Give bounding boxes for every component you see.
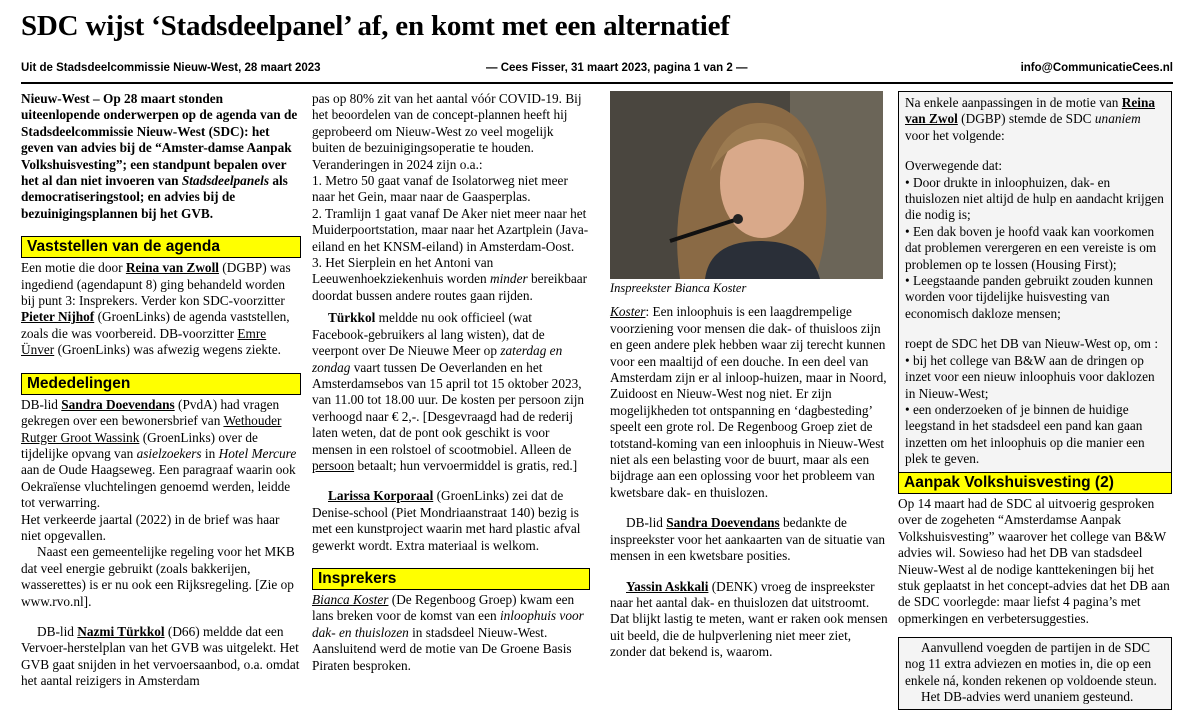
doevendans-paragraph: DB-lid Sandra Doevendans bedankte de inspreekster voor het aankaarten van de situatie van mensen in een kwetsbare posities. — [610, 515, 886, 564]
gvb-paragraph: pas op 80% zit van het aantal vóór COVID-19. Bij het beoordelen van de concept-plannen heeft hij geprobeerd om Nieuw-West zo veel mogelijk buiten de bezuinigingsoperatie te houden. Veranderingen in 2024 zijn o.a.: — [312, 91, 582, 172]
insprekers-paragraph: Bianca Koster (De Regenboog Groep) kwam een lans breken voor de komst van een inloophuis voor dak- en thuislozen in stadsdeel Nieuw-West. Aansluitend werd de motie van De Groene Basis Piraten besproken. — [312, 591, 584, 673]
advice-box — [898, 637, 1172, 710]
section-heading-volkshuisvesting: Aanpak Volkshuisvesting (2) — [898, 472, 1172, 494]
kunstproject-paragraph: Larissa Korporaal (GroenLinks) zei dat de Denise-school (Piet Mondriaanstraat 140) bezig is met een kunstproject waarin met hard plastic afval gewerkt wordt. Extra materiaal is welkom. — [312, 488, 581, 553]
mededeling-1: DB-lid Sandra Doevendans (PvdA) had vragen gekregen over een bewonersbrief van Wethouder Rutger Groot Wassink (GroenLinks) over de tijdelijke opvang van asielzoekers in Hotel Mercure aan de Oude Haagseweg. Een paragraaf waarin ook Oekraïense vluchtelingen genoemd werden, leidde tot verwarring. — [21, 396, 297, 511]
motion-box — [898, 91, 1172, 473]
section-heading-mededelingen: Mededelingen — [21, 373, 301, 395]
motion-calls: roept de SDC het DB van Nieuw-West op, om : — [905, 336, 1159, 352]
column-1 — [21, 91, 301, 690]
photo-caption: Inspreekster Bianca Koster — [610, 281, 747, 295]
motion-bullet-1: • Door drukte in inloophuizen, dak- en thuislozen niet altijd de hulp en aandacht krijgen die nodig is; — [905, 174, 1164, 223]
agenda-paragraph: Een motie die door Reina van Zwoll (DGBP) was ingediend (agendapunt 8) ging behandeld worden bij punt 3: Insprekers. Verder kon SDC-voorzitter Pieter Nijhof (GroenLinks) de agenda vaststellen, zoals die was voorbereid. DB-voorzitter Emre Ünver (GroenLinks) was afwezig wegens ziekte. — [21, 260, 291, 358]
gvb-item-1: 1. Metro 50 gaat vanaf de Isolatorweg niet meer naar het Gein, maar naar de Gaasperplas. — [312, 173, 568, 205]
article-title: SDC wijst ‘Stadsdeelpanel’ af, en komt met een alternatief — [21, 10, 730, 42]
motion-bullet-2: • Een dak boven je hoofd vaak kan voorkomen dat problemen verergeren en een vereiste is om problemen op te lossen (Housing First); — [905, 223, 1157, 272]
motion-intro: Na enkele aanpassingen in de motie van Reina van Zwol (DGBP) stemde de SDC unaniem voor het volgende: — [905, 95, 1155, 143]
header-rule — [21, 82, 1173, 84]
askkali-paragraph: Yassin Askkali (DENK) vroeg de inspreekster naar het aantal dak- en thuislozen dat uitstroomt. Dat blijkt lastig te meten, want er raken ook mensen uit beeld, die de hulpverlening niet meer ziet, zonder dat bekend is, waarom. — [610, 578, 888, 660]
volkshuisvesting-paragraph: Op 14 maart had de SDC al uitvoerig gesproken over de zogeheten “Amsterdamse Aanpak Volkshuisvesting” waarover het college van B&W advies wil. Sowieso had het DB van stadsdeel Nieuw-West al de nodige kanttekeningen bij het stuk geplaatst in het concept-advies dat het DB aan de SDC voorlegde: maar liefst 4 pagina’s met opmerkingen en verbetersuggesties. — [898, 496, 1170, 626]
motion-considering: Overwegende dat: — [905, 158, 1003, 174]
meta-bar — [21, 62, 1173, 78]
veerpont-paragraph: Türkkol meldde nu ook officieel (wat Facebook-gebruikers al lang wisten), dat de veerpont over De Nieuwe Meer op zaterdag en zondag vaart tussen De Oeverlanden en het Amsterdamsebos van 15 april tot 15 oktober 2023, van 11.00 tot 18.00 uur. De kosten per persoon zijn verhoogd naar € 2,-. [Desgevraagd had de rederij laten weten, dat de pont ook geschikt is voor mensen in een rolstoel of scootmobiel. Alleen de persoon betaalt; hun vervoermiddel is gratis, red.] — [312, 310, 585, 473]
column-3 — [610, 91, 888, 661]
column-2 — [312, 91, 590, 674]
advice-paragraph-1: Aanvullend voegden de partijen in de SDC nog 11 extra adviezen en moties in, die op een enkele ná, konden rekenen op voldoende steun. — [905, 640, 1157, 688]
speaker-portrait-illustration — [610, 91, 883, 279]
meta-source: Uit de Stadsdeelcommissie Nieuw-West, 28 maart 2023 — [21, 62, 321, 74]
section-heading-agenda: Vaststellen van de agenda — [21, 236, 301, 258]
mededeling-2: Naast een gemeentelijke regeling voor het MKB dat veel energie gebruikt (zoals bakkerijen, wasserettes) is er nu ook een Rijksregeling. [Zie op www.rvo.nl]. — [21, 544, 295, 609]
motion-request-1: • bij het college van B&W aan de dringen op inzet voor een nieuw inloophuis voor daklozen in Nieuw-West; — [905, 352, 1155, 401]
gvb-item-2: 2. Tramlijn 1 gaat vanaf De Aker niet meer naar het Muiderpoortstation, maar naar het Azartplein (Java-eiland en het KNSM-eiland) in Amsterdam-Oost. — [312, 205, 589, 254]
koster-paragraph: Koster: Een inloophuis is een laagdrempelige voorziening voor mensen die dak- of thuisloos zijn en geen andere plek hebben waar zij terecht kunnen voor een maaltijd of een douche. In een deel van Amsterdam zijn er al inloop-huizen, maar in Noord, Zuidoost en Nieuw-West nog niet. Er zijn mogelijkheden tot ontspanning en ‘dagbesteding’ speelt een grote rol. De Regenboog Groep ziet de totstand-koming van een inloophuis in Nieuw-West niet als een belasting voor de buurt, maar als een bijdrage aan een oplossing voor het probleem van kwetsbare dak- en thuislozen. — [610, 304, 887, 500]
volkshuisvesting-section — [898, 472, 1172, 627]
mededeling-3: DB-lid Nazmi Türkkol (D66) meldde dat een Vervoer-herstelplan van het GVB was uitgelekt. Het GVB gaat snijden in het vervoersaanbod, o.a. omdat het aantal reizigers in Amsterdam — [21, 623, 300, 689]
mededeling-1b: Het verkeerde jaartal (2022) in de brief was haar niet opgevallen. — [21, 511, 280, 543]
advice-paragraph-2: Het DB-advies werd unaniem gesteund. — [921, 689, 1134, 705]
meta-author-date: — Cees Fisser, 31 maart 2023, pagina 1 van 2 — — [486, 62, 748, 74]
motion-bullet-3: • Leegstaande panden gebruikt zouden kunnen worden voor tijdelijke huisvesting van economisch dakloze mensen; — [905, 273, 1153, 321]
intro-paragraph: Nieuw-West – Op 28 maart stonden uiteenlopende onderwerpen op de agenda van de Stadsdeelcommissie Nieuw-West (SDC): het geven van advies bij de “Amster-damse Aanpak Volkshuisvesting”; een standpunt bepalen over het al dan niet invoeren van Stadsdeelpanels als democratiseringstool; en advies bij de bezuinigingsplannen bij het GVB. — [21, 91, 298, 221]
section-heading-insprekers: Insprekers — [312, 568, 590, 590]
gvb-item-3: 3. Het Sierplein en het Antoni van Leeuwenhoekziekenhuis worden minder bereikbaar doordat bussen andere routes gaan rijden. — [312, 255, 588, 303]
motion-request-2: • een onderzoeken of je binnen de huidige leegstand in het stadsdeel een pand kan gaan inzetten om het inloophuis op die manier een plek te geven. — [905, 401, 1145, 467]
speaker-photo — [610, 91, 883, 279]
meta-email[interactable]: info@CommunicatieCees.nl — [1020, 62, 1173, 74]
